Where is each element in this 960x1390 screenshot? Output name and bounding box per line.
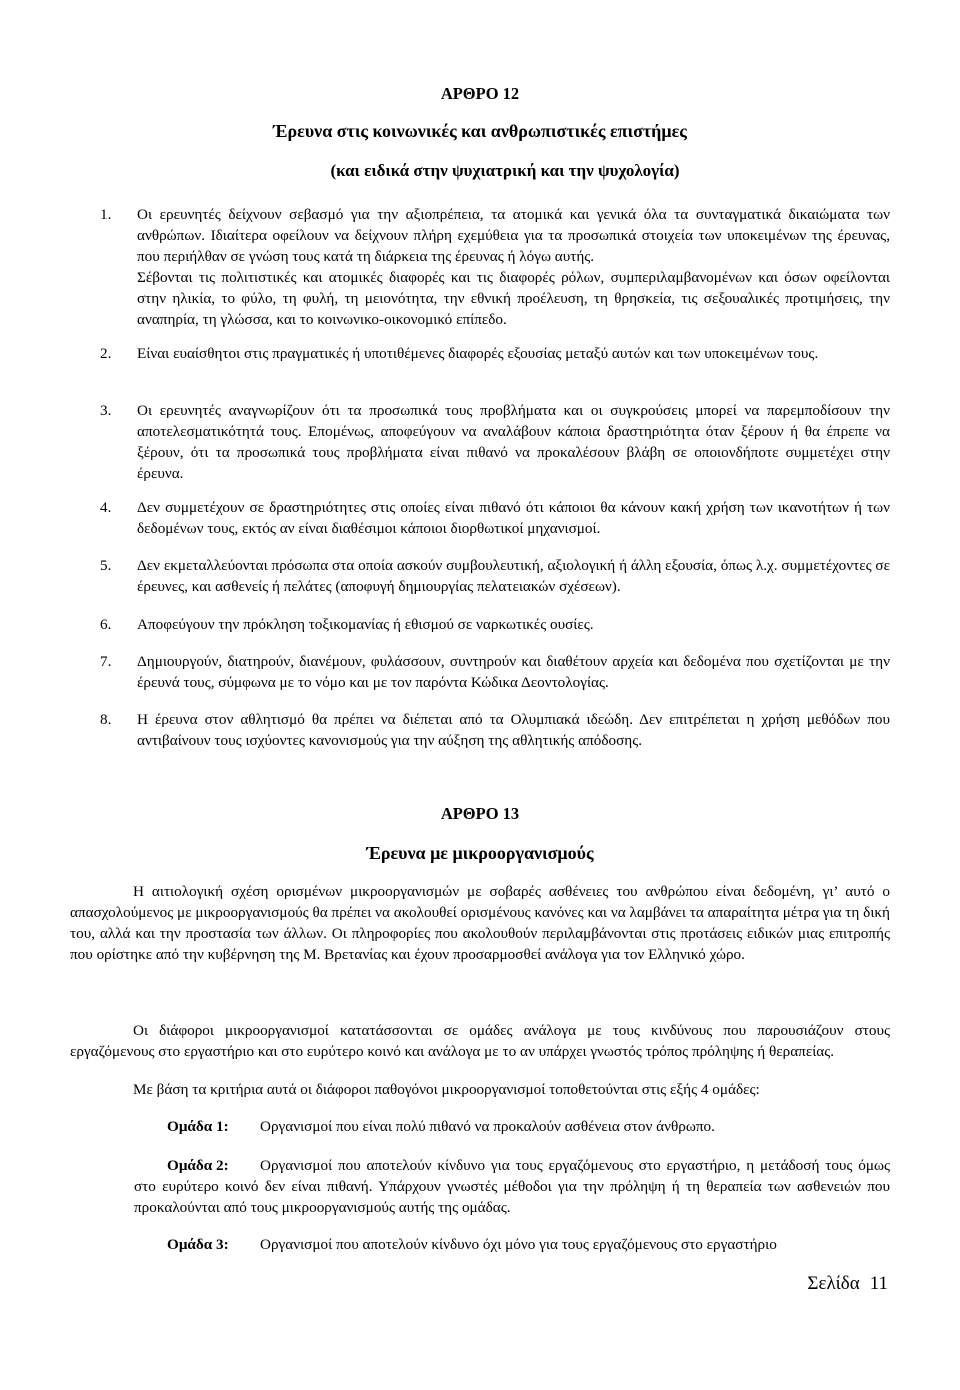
item-number: 4. [100, 499, 112, 516]
item-text: Οι ερευνητές αναγνωρίζουν ότι τα προσωπικά τους προβλήματα και οι συγκρούσεις μπορεί να παρεμποδίσουν την αποτελεσματικότητά τους. Επομένως, αποφεύγουν να αναλάβουν κάποια δραστηριότητα όταν ξέρουν ή θα έπρεπε να ξέρουν, ότι τα προσωπικά τους προβλήματα είναι πιθανό να προκαλέσουν βλάβη σε οποιονδήποτε συμμετέχει στην έρευνα. [137, 402, 890, 482]
group-1 [134, 1116, 890, 1137]
item-text: Είναι ευαίσθητοι στις πραγματικές ή υποτιθέμενες διαφορές εξουσίας μεταξύ αυτών και των υποκειμένων τους. [137, 345, 819, 362]
item-text-continued: Σέβονται τις πολιτιστικές και ατομικές διαφορές και τις διαφορές ρόλων, συμπεριλαμβανομένων και όσων οφείλονται στην ηλικία, το φύλο, τη φυλή, τη μειονότητα, την εθνική προέλευση, τη θρησκεία, τις σεξουαλικές προτιμήσεις, την αναπηρία, τη γλώσσα, και το κοινωνικο-οικονομικό επίπεδο. [137, 269, 890, 328]
item-text: Οι ερευνητές δείχνουν σεβασμό για την αξιοπρέπεια, τα ατομικά και γενικά όλα τα συνταγματικά δικαιώματα των ανθρώπων. Ιδιαίτερα οφείλουν να δείχνουν πλήρη εχεμύθεια για τα προσωπικά στοιχεία των υποκειμένων της έρευνας, που περιήλθαν σε γνώση τους κατά τη διάρκεια της έρευνας ή λόγω αυτής. [137, 206, 890, 265]
group-3 [134, 1234, 890, 1255]
group-2 [134, 1155, 890, 1218]
article-13-paragraph-1: Η αιτιολογική σχέση ορισμένων μικροοργανισμών με σοβαρές ασθένειες του ανθρώπου είναι δεδομένη, γι’ αυτό ο απασχολούμενος με μικροοργανισμούς θα πρέπει να ακολουθεί ορισμένους κανόνες και να λαμβάνει τα απαραίτητα μέτρα για τη δική του, αλλά και την προστασία των άλλων. Οι πληροφορίες που ακολουθούν περιλαμβάνονται στις προτάσεις ειδικών μιας επιτροπής που ορίστηκε από την κυβέρνηση της Μ. Βρετανίας και έχουν προσαρμοσθεί ανάλογα για τον Ελληνικό χώρο. [70, 883, 890, 963]
item-text: Δεν συμμετέχουν σε δραστηριότητες στις οποίες είναι πιθανό ότι κάποιοι θα κάνουν κακή χρήση των ικανοτήτων ή των δεδομένων τους, εκτός αν είναι διαθέσιμοι κάποιοι διορθωτικοί μηχανισμοί. [137, 499, 890, 537]
item-text: Δεν εκμεταλλεύονται πρόσωπα στα οποία ασκούν συμβουλευτική, αξιολογική ή άλλη εξουσία, όπως λ.χ. συμμετέχοντες σε έρευνες, και ασθενείς ή πελάτες (αποφυγή δημιουργίας πελατειακών σχέσεων). [137, 557, 890, 595]
item-number: 2. [100, 345, 112, 362]
article-12-subtitle-2: (και ειδικά στην ψυχιατρική και την ψυχολογία) [330, 161, 680, 180]
page-label: Σελίδα [807, 1273, 860, 1294]
article-12-item-4 [100, 497, 890, 539]
item-text: Η έρευνα στον αθλητισμό θα πρέπει να διέπεται από τα Ολυμπιακά ιδεώδη. Δεν επιτρέπεται η χρήση μεθόδων που αντιβαίνουν τους ισχύοντες κανονισμούς για την αύξηση της αθλητικής απόδοσης. [137, 711, 890, 749]
article-12-subtitle: Έρευνα στις κοινωνικές και ανθρωπιστικές επιστήμες [273, 121, 687, 141]
item-number: 3. [100, 402, 112, 419]
article-13-paragraph-3: Με βάση τα κριτήρια αυτά οι διάφοροι παθογόνοι μικροοργανισμοί τοποθετούνται στις εξής 4 ομάδες: [133, 1081, 760, 1098]
page-number: 11 [869, 1273, 888, 1294]
article-12-item-1 [100, 204, 890, 330]
group-text: Οργανισμοί που αποτελούν κίνδυνο για τους εργαζόμενους στο εργαστήριο, η μετάδοσή τους όμως στο ευρύτερο κοινό δεν είναι πιθανή. Υπάρχουν γνωστές μέθοδοι για την πρόληψη ή τη θεραπεία των ασθενειών που προκαλούνται από τους μικροοργανισμούς αυτής της ομάδας. [134, 1157, 890, 1216]
article-13-subtitle: Έρευνα με μικροοργανισμούς [366, 843, 594, 863]
article-13-paragraph-2: Οι διάφοροι μικροοργανισμοί κατατάσσονται σε ομάδες ανάλογα με τους κινδύνους που παρουσιάζουν στους εργαζόμενους στο εργαστήριο και στο ευρύτερο κοινό και ανάλογα με το αν υπάρχει γνωστός τρόπος πρόληψης ή θεραπείας. [70, 1022, 890, 1060]
article-12-item-7 [100, 651, 890, 693]
item-number: 5. [100, 557, 112, 574]
item-number: 6. [100, 616, 112, 633]
article-12-title: ΑΡΘΡΟ 12 [440, 84, 520, 103]
group-text: Οργανισμοί που είναι πολύ πιθανό να προκαλούν ασθένεια στον άνθρωπο. [260, 1118, 715, 1135]
group-label: Ομάδα 2: [167, 1157, 229, 1174]
item-number: 7. [100, 653, 112, 670]
article-12-item-2 [100, 343, 890, 364]
item-number: 1. [100, 206, 112, 223]
article-12-item-8 [100, 709, 890, 751]
article-12-item-5 [100, 555, 890, 597]
article-12-item-3 [100, 400, 890, 484]
article-13-title: ΑΡΘΡΟ 13 [440, 804, 520, 823]
item-text: Δημιουργούν, διατηρούν, διανέμουν, φυλάσσουν, συντηρούν και διαθέτουν αρχεία και δεδομένα που σχετίζονται με την έρευνά τους, σύμφωνα με το νόμο και με τον παρόντα Κώδικα Δεοντολογίας. [137, 653, 890, 691]
group-text: Οργανισμοί που αποτελούν κίνδυνο όχι μόνο για τους εργαζόμενους στο εργαστήριο [260, 1236, 777, 1253]
page-footer [807, 1273, 888, 1294]
group-label: Ομάδα 1: [167, 1118, 229, 1135]
item-text: Αποφεύγουν την πρόκληση τοξικομανίας ή εθισμού σε ναρκωτικές ουσίες. [137, 616, 594, 633]
article-12-item-6 [100, 614, 890, 635]
group-label: Ομάδα 3: [167, 1236, 229, 1253]
item-number: 8. [100, 711, 112, 728]
